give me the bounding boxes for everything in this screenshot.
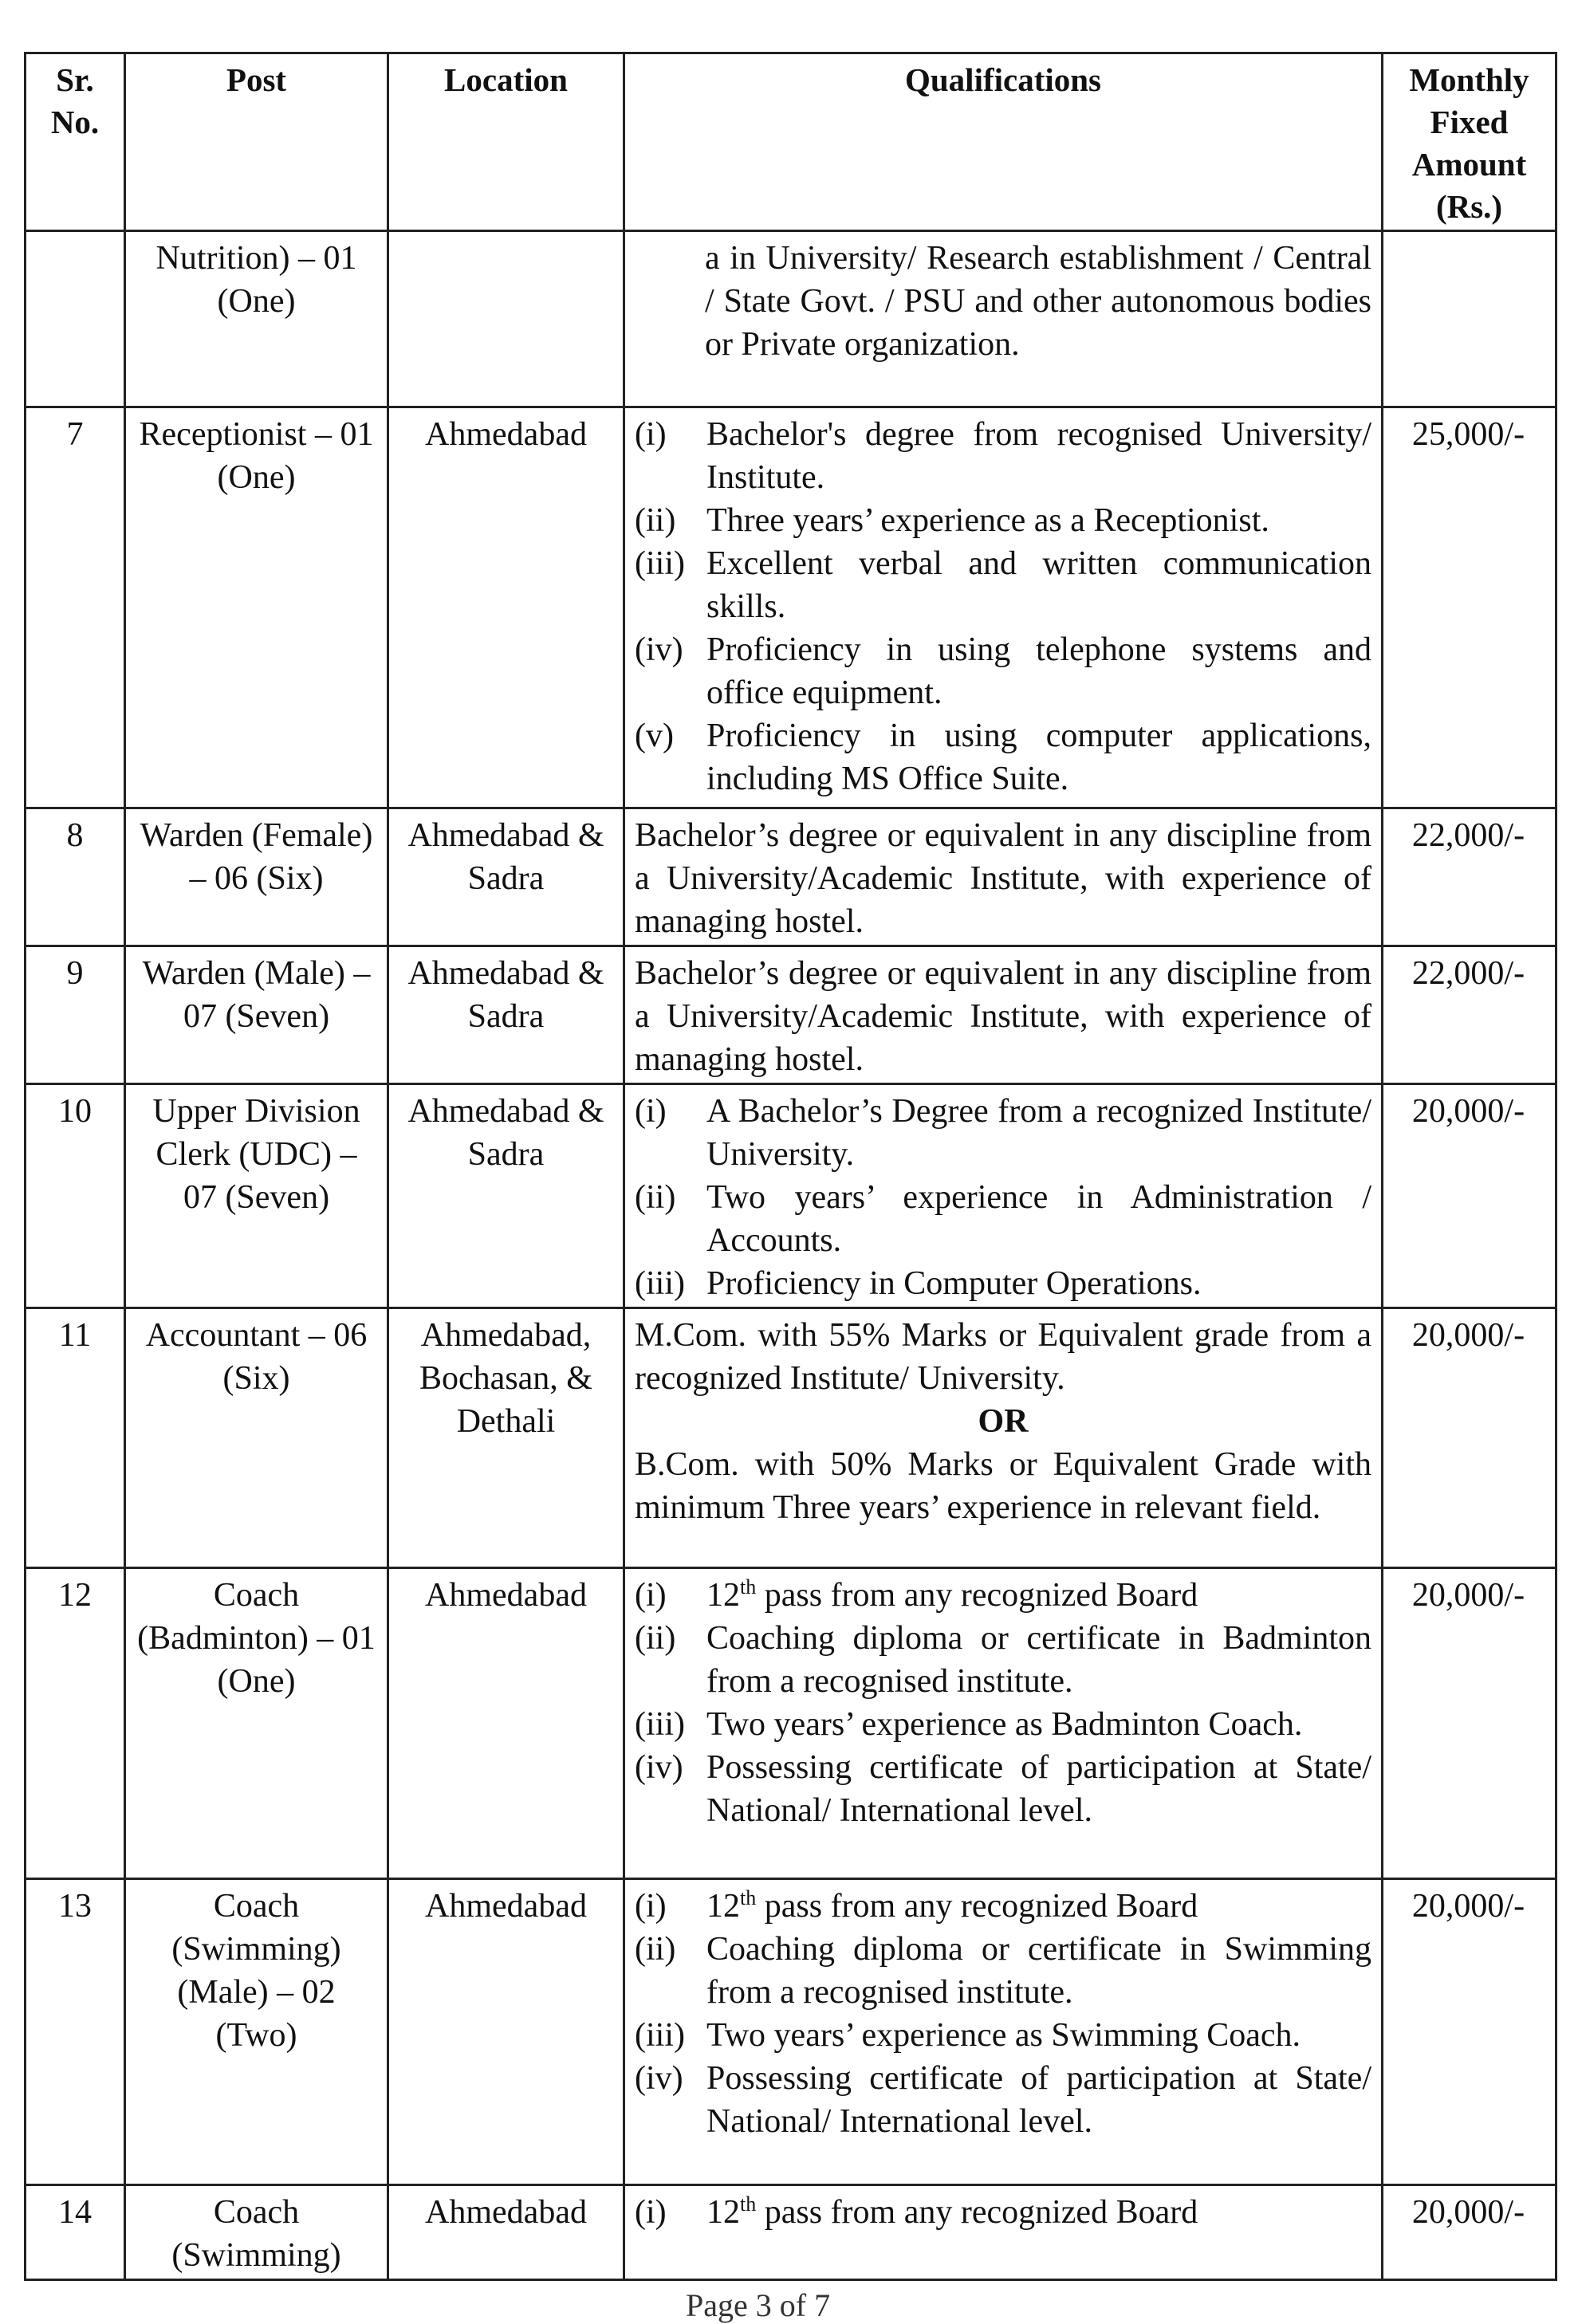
table-row [26,1879,1556,2185]
cell-location: Ahmedabad, Bochasan, & Dethali [388,1308,624,1568]
cell-qualifications: Bachelor’s degree or equivalent in any discipline from a University/Academic Institute, with experience of managing hostel. [624,808,1383,946]
item-text: Proficiency in using computer applications, including MS Office Suite. [706,718,1371,797]
table-row [26,407,1556,808]
cell-location: Ahmedabad [388,1568,624,1879]
cell-amount: 20,000/- [1383,1879,1556,2185]
header-post: Post [125,53,388,231]
cell-location: Ahmedabad [388,2185,624,2280]
table-row-continuation [26,231,1556,407]
table-row [26,1568,1556,1879]
cell-post: Warden (Female) – 06 (Six) [125,808,388,946]
item-number: (ii) [635,1620,676,1657]
item-text: Possessing certificate of participation at State/ National/ International level. [706,2060,1371,2140]
qualification-item [635,2014,1371,2057]
cell-sr: 14 [26,2185,125,2280]
qualification-item [635,413,1371,499]
qualification-item [635,1885,1371,1928]
item-text: Coaching diploma or certificate in Swimming from a recognised institute. [706,1931,1371,2011]
cell-sr: 13 [26,1879,125,2185]
item-text: Bachelor's degree from recognised University/ Institute. [706,416,1371,496]
item-number: (i) [635,1888,667,1925]
cell-sr [26,231,125,407]
item-number: (ii) [635,1179,676,1216]
qualification-item [635,1262,1371,1305]
item-text: Three years’ experience as a Receptionist. [706,502,1269,539]
qualification-option-b: B.Com. with 50% Marks or Equivalent Grade with minimum Three years’ experience in relevant field. [635,1446,1371,1526]
header-qualifications: Qualifications [624,53,1383,231]
recruitment-table [24,52,1557,2281]
cell-post: Coach (Swimming) (Male) – 02 (Two) [125,1879,388,2185]
qualification-item [635,1746,1371,1832]
item-text: Coaching diploma or certificate in Badminton from a recognised institute. [706,1620,1371,1700]
cell-sr: 10 [26,1084,125,1308]
cell-sr: 9 [26,946,125,1084]
cell-qualifications [624,407,1383,808]
item-number: (ii) [635,502,676,539]
item-text: 12th pass from any recognized Board [706,1886,1198,1925]
qualification-item [635,1617,1371,1703]
qualification-item [635,542,1371,628]
item-number: (i) [635,1577,667,1614]
item-number: (i) [635,1093,667,1130]
qualification-item [635,628,1371,714]
cell-post: Accountant – 06 (Six) [125,1308,388,1568]
table-row [26,946,1556,1084]
cell-location: Ahmedabad & Sadra [388,808,624,946]
cell-amount: 22,000/- [1383,808,1556,946]
item-text: 12th pass from any recognized Board [706,1575,1198,1614]
qualification-item [635,499,1371,542]
header-sr: Sr. No. [26,53,125,231]
item-text: Two years’ experience as Badminton Coach. [706,1706,1303,1743]
cell-qualifications [624,1308,1383,1568]
qualification-item [635,1574,1371,1617]
item-text: Excellent verbal and written communication skills. [706,545,1371,625]
item-text: Proficiency in Computer Operations. [706,1265,1202,1302]
cell-post: Nutrition) – 01 (One) [125,231,388,407]
table-row [26,2185,1556,2280]
item-text: Proficiency in using telephone systems and office equipment. [706,631,1371,711]
item-text: Two years’ experience as Swimming Coach. [706,2017,1301,2054]
header-amount: Monthly Fixed Amount (Rs.) [1383,53,1556,231]
header-row [26,53,1556,231]
cell-location [388,231,624,407]
cell-amount: 20,000/- [1383,1308,1556,1568]
qualification-item [635,2057,1371,2143]
cell-qualifications: Bachelor’s degree or equivalent in any discipline from a University/Academic Institute, with experience of managing hostel. [624,946,1383,1084]
qualification-item [635,1176,1371,1262]
cell-sr: 11 [26,1308,125,1568]
qualification-item [635,2191,1371,2234]
item-number: (iii) [635,545,685,582]
item-number: (iv) [635,1749,683,1786]
cell-post: Warden (Male) – 07 (Seven) [125,946,388,1084]
cell-qualifications: a in University/ Research establishment / Central / State Govt. / PSU and other autonomous bodies or Private organization. [624,231,1383,407]
qualification-item [635,714,1371,800]
cell-amount [1383,231,1556,407]
item-text: Two years’ experience in Administration / Accounts. [706,1179,1371,1259]
item-number: (ii) [635,1931,676,1968]
or-separator: OR [978,1403,1029,1440]
header-location: Location [388,53,624,231]
table-row [26,1308,1556,1568]
item-text: Possessing certificate of participation at State/ National/ International level. [706,1749,1371,1829]
item-number: (iv) [635,2060,683,2097]
cell-post: Coach (Swimming) [125,2185,388,2280]
cell-amount: 20,000/- [1383,1568,1556,1879]
item-number: (iii) [635,2017,685,2054]
qualification-item [635,1090,1371,1176]
item-number: (iv) [635,631,683,668]
item-number: (v) [635,718,674,754]
cell-qualifications [624,1084,1383,1308]
page-number: Page 3 of 7 [686,2287,831,2323]
table-row [26,1084,1556,1308]
qualification-item [635,1928,1371,2014]
table-row [26,808,1556,946]
qualification-option-a: M.Com. with 55% Marks or Equivalent grade from a recognized Institute/ University. [635,1317,1371,1397]
cell-post: Coach (Badminton) – 01 (One) [125,1568,388,1879]
cell-sr: 7 [26,407,125,808]
cell-post: Receptionist – 01 (One) [125,407,388,808]
cell-amount: 20,000/- [1383,2185,1556,2280]
cell-qualifications [624,1879,1383,2185]
cell-amount: 22,000/- [1383,946,1556,1084]
cell-amount: 25,000/- [1383,407,1556,808]
cell-amount: 20,000/- [1383,1084,1556,1308]
cell-sr: 8 [26,808,125,946]
item-number: (iii) [635,1706,685,1743]
item-number: (i) [635,2194,667,2231]
item-text: 12th pass from any recognized Board [706,2192,1198,2231]
qualification-item [635,1703,1371,1746]
item-text: A Bachelor’s Degree from a recognized Institute/ University. [706,1093,1371,1173]
cell-qualifications [624,1568,1383,1879]
cell-qualifications [624,2185,1383,2280]
cell-sr: 12 [26,1568,125,1879]
cell-location: Ahmedabad & Sadra [388,946,624,1084]
item-number: (i) [635,416,667,453]
cell-post: Upper Division Clerk (UDC) – 07 (Seven) [125,1084,388,1308]
item-number: (iii) [635,1265,685,1302]
cell-location: Ahmedabad & Sadra [388,1084,624,1308]
cell-location: Ahmedabad [388,1879,624,2185]
cell-location: Ahmedabad [388,407,624,808]
